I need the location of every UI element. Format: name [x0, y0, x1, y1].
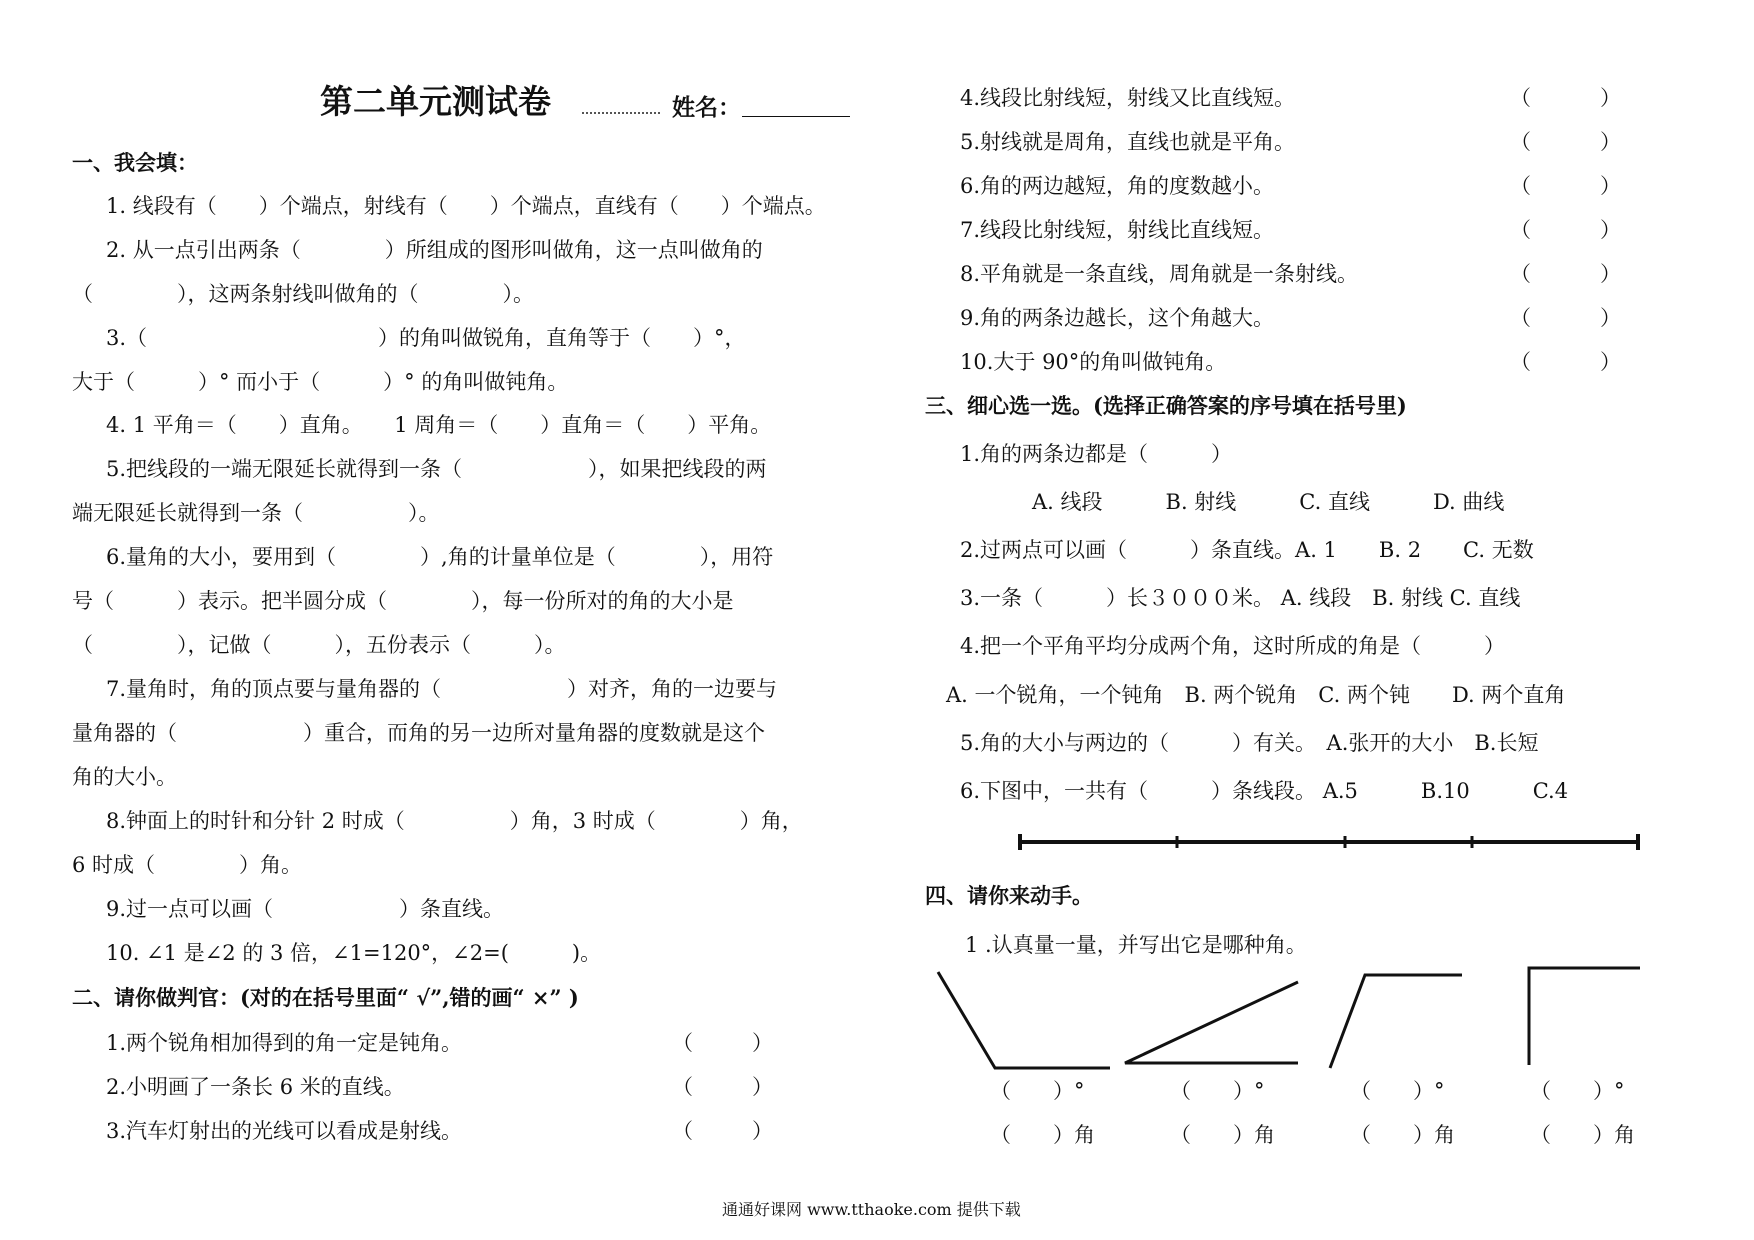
- answer-paren-close[interactable]: ）: [752, 1119, 773, 1143]
- choice-line: 4.把一个平角平均分成两个角，这时所成的角是（ ）: [960, 634, 1506, 658]
- fill-line: 角的大小。: [72, 765, 177, 789]
- fill-line: 10. ∠1 是∠2 的 3 倍，∠1=120°，∠2=( )。: [106, 941, 602, 965]
- answer-paren-close[interactable]: ）: [752, 1075, 773, 1099]
- section3-heading: 三、细心选一选。(选择正确答案的序号填在括号里): [925, 393, 1407, 418]
- angle-acute: [1125, 982, 1298, 1063]
- answer-paren-close[interactable]: ）: [1600, 306, 1621, 330]
- fill-line: 号（ ）表示。把半圆分成（ ），每一份所对的角的大小是: [72, 589, 734, 613]
- degree-blank[interactable]: （ ）°: [1170, 1079, 1265, 1103]
- fill-line: （ ），记做（ ），五份表示（ ）。: [72, 633, 566, 657]
- degree-blank[interactable]: （ ）°: [1350, 1079, 1445, 1103]
- answer-paren-open[interactable]: （: [672, 1075, 693, 1099]
- measure-task: 1 .认真量一量，并写出它是哪种角。: [965, 933, 1307, 957]
- angle-kind-blank[interactable]: （ ）角: [1170, 1123, 1275, 1147]
- angle-obtuse-2: [1330, 975, 1462, 1068]
- fill-line: 9.过一点可以画（ ）条直线。: [106, 897, 505, 921]
- judge-item: 2.小明画了一条长 6 米的直线。: [106, 1075, 405, 1099]
- section1-heading: 一、我会填：: [72, 150, 198, 175]
- choice-line: 1.角的两条边都是（ ）: [960, 442, 1233, 466]
- choice-line: 3.一条（ ）长３０００米。 A. 线段 B. 射线 C. 直线: [960, 586, 1521, 610]
- fill-line: 6.量角的大小，要用到（ ）,角的计量单位是（ ），用符: [106, 545, 774, 569]
- judge-item: 5.射线就是周角，直线也就是平角。: [960, 130, 1296, 154]
- segment-figure: [1020, 834, 1640, 850]
- answer-paren-close[interactable]: ）: [1600, 86, 1621, 110]
- fill-line: 4. 1 平角＝（ ）直角。 1 周角＝（ ）直角＝（ ）平角。: [106, 413, 772, 437]
- answer-paren-open[interactable]: （: [1510, 174, 1531, 198]
- judge-item: 3.汽车灯射出的光线可以看成是射线。: [106, 1119, 463, 1143]
- judge-item: 10.大于 90°的角叫做钝角。: [960, 350, 1227, 374]
- fill-line: 8.钟面上的时针和分针 2 时成（ ）角，3 时成（ ）角，: [106, 809, 803, 833]
- choice-line: 6.下图中，一共有（ ）条线段。 A.5 B.10 C.4: [960, 779, 1569, 803]
- choice-line: 2.过两点可以画（ ）条直线。A. 1 B. 2 C. 无数: [960, 538, 1534, 562]
- fill-line: 大于（ ）° 而小于（ ）° 的角叫做钝角。: [72, 370, 569, 394]
- answer-paren-open[interactable]: （: [1510, 306, 1531, 330]
- judge-item: 6.角的两边越短，角的度数越小。: [960, 174, 1275, 198]
- answer-paren-close[interactable]: ）: [1600, 130, 1621, 154]
- answer-paren-open[interactable]: （: [672, 1119, 693, 1143]
- answer-paren-open[interactable]: （: [1510, 262, 1531, 286]
- fill-line: 1. 线段有（ ）个端点，射线有（ ）个端点，直线有（ ）个端点。: [106, 194, 826, 218]
- answer-paren-open[interactable]: （: [1510, 86, 1531, 110]
- name-label: 姓名：: [672, 94, 741, 121]
- answer-paren-close[interactable]: ）: [1600, 174, 1621, 198]
- footer-credit: 通通好课网 www.tthaoke.com 提供下载: [722, 1200, 1021, 1219]
- fill-line: 7.量角时，角的顶点要与量角器的（ ）对齐，角的一边要与: [106, 677, 778, 701]
- judge-item: 7.线段比射线短，射线比直线短。: [960, 218, 1275, 242]
- degree-blank[interactable]: （ ）°: [1530, 1079, 1625, 1103]
- fill-line: 6 时成（ ）角。: [72, 853, 303, 877]
- answer-paren-open[interactable]: （: [1510, 350, 1531, 374]
- angle-right: [1529, 968, 1640, 1065]
- judge-item: 1.两个锐角相加得到的角一定是钝角。: [106, 1031, 463, 1055]
- choice-line: 5.角的大小与两边的（ ）有关。 A.张开的大小 B.长短: [960, 731, 1539, 755]
- degree-blank[interactable]: （ ）°: [990, 1079, 1085, 1103]
- fill-line: 2. 从一点引出两条（ ）所组成的图形叫做角，这一点叫做角的: [106, 238, 763, 262]
- answer-paren-close[interactable]: ）: [752, 1031, 773, 1055]
- answer-paren-open[interactable]: （: [672, 1031, 693, 1055]
- fill-line: （ ），这两条射线叫做角的（ ）。: [72, 282, 534, 306]
- section2-heading: 二、请你做判官：(对的在括号里面“ √”,错的画“ ×” ): [72, 985, 579, 1010]
- fill-line: 3.（ ）的角叫做锐角，直角等于（ ）°，: [106, 326, 746, 350]
- choice-options: A. 线段 B. 射线 C. 直线 D. 曲线: [1032, 490, 1505, 514]
- angle-obtuse-1: [938, 972, 1110, 1068]
- angle-kind-blank[interactable]: （ ）角: [990, 1123, 1095, 1147]
- judge-item: 9.角的两条边越长，这个角越大。: [960, 306, 1275, 330]
- judge-item: 8.平角就是一条直线，周角就是一条射线。: [960, 262, 1359, 286]
- choice-options: A. 一个锐角，一个钝角 B. 两个锐角 C. 两个钝 D. 两个直角: [946, 683, 1566, 707]
- answer-paren-close[interactable]: ）: [1600, 218, 1621, 242]
- section4-heading: 四、请你来动手。: [925, 883, 1093, 908]
- fill-line: 5.把线段的一端无限延长就得到一条（ ），如果把线段的两: [106, 457, 767, 481]
- judge-item: 4.线段比射线短，射线又比直线短。: [960, 86, 1296, 110]
- page-title: 第二单元测试卷: [320, 82, 551, 121]
- fill-line: 量角器的（ ）重合，而角的另一边所对量角器的度数就是这个: [72, 721, 765, 745]
- answer-paren-open[interactable]: （: [1510, 218, 1531, 242]
- angle-kind-blank[interactable]: （ ）角: [1530, 1123, 1635, 1147]
- answer-paren-close[interactable]: ）: [1600, 262, 1621, 286]
- answer-paren-close[interactable]: ）: [1600, 350, 1621, 374]
- angle-kind-blank[interactable]: （ ）角: [1350, 1123, 1455, 1147]
- fill-line: 端无限延长就得到一条（ ）。: [72, 501, 440, 525]
- answer-paren-open[interactable]: （: [1510, 130, 1531, 154]
